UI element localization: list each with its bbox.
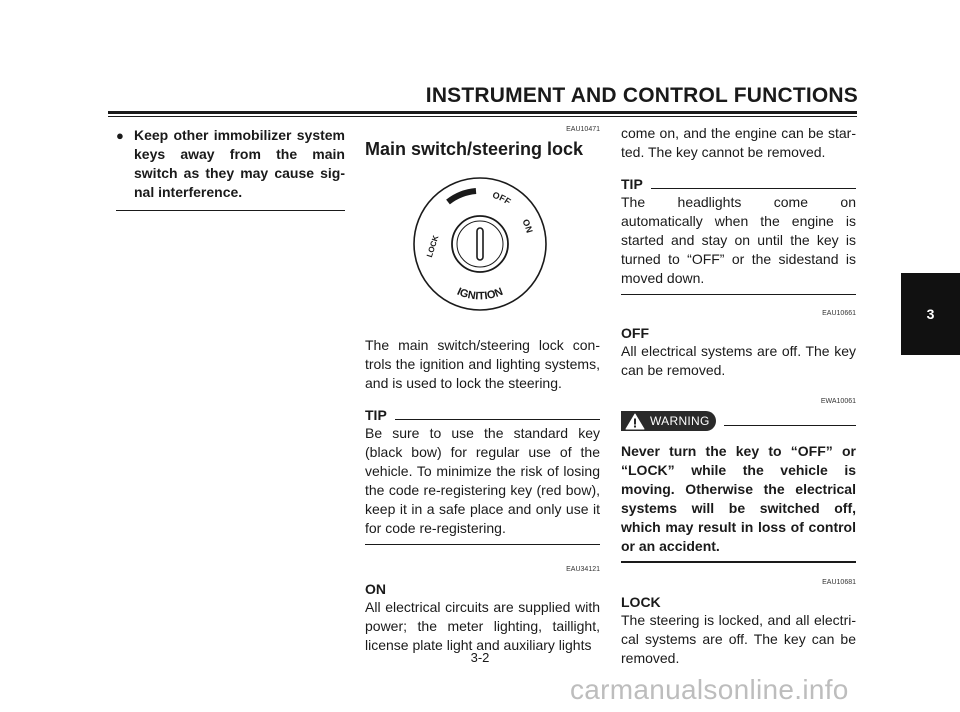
on-paragraph: All electrical circuits are supplied with power; the meter lighting, taillight, license plate light and auxiliary lights [365, 599, 600, 653]
tip-label: TIP [621, 176, 643, 192]
subsection-title-on: ON [365, 581, 386, 597]
page-number: 3-2 [470, 650, 490, 665]
subsection-title-off: OFF [621, 325, 649, 341]
left-column [116, 126, 345, 211]
switch-label-on: ON [520, 217, 535, 235]
section-title: Main switch/steering lock [365, 139, 584, 159]
bullet-text: Keep other immobilizer system keys away from the main switch as they may cause sig-nal interference. [134, 127, 345, 200]
page-header-title: INSTRUMENT AND CONTROL FUNCTIONS [425, 84, 858, 107]
reference-code: EAU10681 [822, 579, 856, 586]
subsection-title-lock: LOCK [621, 594, 661, 610]
switch-label-off: OFF [491, 189, 513, 207]
watermark: carmanualsonline.info [570, 674, 849, 705]
warning-header [621, 410, 856, 432]
tip-rule [395, 419, 600, 420]
header-rule-thin [108, 116, 857, 117]
warning-text: Never turn the key to “OFF” or “LOCK” while the vehicle is moving. Otherwise the electrical systems will be switched off, which may result in loss of control or an accident. [621, 443, 856, 554]
tip-header [365, 405, 600, 423]
reference-code: EWA10061 [820, 398, 856, 405]
warning-label: WARNING [650, 413, 710, 428]
header-rule [108, 111, 857, 114]
ignition-switch-figure [365, 172, 600, 322]
tip-text: Be sure to use the standard key (black bow) for regular use of the vehicle. To minimize the risk of losing the code re-registering key (red bow), keep it in a safe place and only use it for code re-registering. [365, 425, 600, 536]
warning-badge [621, 411, 716, 431]
switch-label-ignition: IGNITION [455, 285, 505, 303]
warning-end-rule [621, 561, 856, 563]
bullet-icon: ● [116, 128, 124, 143]
tip-label: TIP [365, 407, 387, 423]
tip-header [621, 174, 856, 192]
warning-triangle-icon [625, 413, 645, 430]
tip-end-rule [621, 294, 856, 295]
tip-rule [651, 188, 856, 189]
middle-column [365, 126, 600, 655]
ignition-switch-icon [410, 174, 550, 314]
chapter-tab: 3 [901, 273, 960, 355]
switch-label-lock: LOCK [424, 234, 441, 259]
lock-paragraph: The steering is locked, and all electri-cal systems are off. The key can be removed. [621, 612, 856, 666]
right-column [621, 124, 856, 668]
tip-text: The headlights come on automatically when the engine is started and stay on until the key is turned to “OFF” or the sidestand is moved down. [621, 194, 856, 286]
note-end-rule [116, 210, 345, 211]
reference-code: EAU34121 [566, 566, 600, 573]
reference-code: EAU10661 [822, 310, 856, 317]
intro-paragraph: The main switch/steering lock con-trols the ignition and lighting systems, and is used to lock the steering. [365, 337, 600, 391]
off-paragraph: All electrical systems are off. The key can be removed. [621, 343, 856, 378]
continued-paragraph: come on, and the engine can be star-ted. The key cannot be removed. [621, 125, 856, 160]
warning-rule [724, 425, 856, 426]
tip-end-rule [365, 544, 600, 545]
reference-code: EAU10471 [566, 126, 600, 133]
bullet-item [116, 126, 345, 202]
